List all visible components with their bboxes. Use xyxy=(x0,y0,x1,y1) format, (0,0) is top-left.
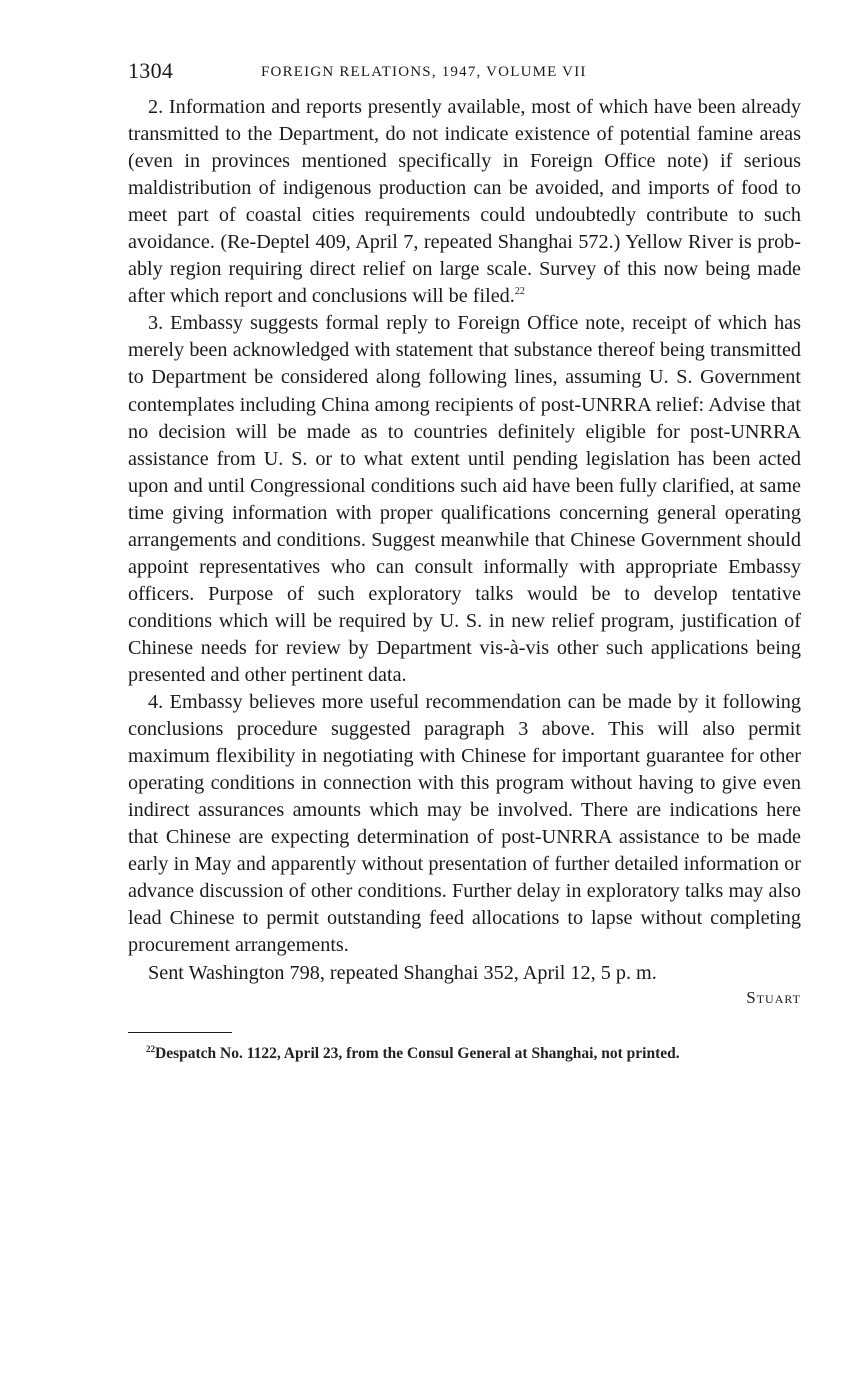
footnote-divider xyxy=(128,1032,232,1033)
sent-line-text: Sent Washington 798, repeated Shanghai 352, April 12, 5 p. m. xyxy=(148,961,657,984)
paragraph-3-text: 3. Embassy suggests formal reply to Foreign Office note, receipt of which has merely been acknowledged with statement that substance thereof being transmitted to Department be considered along following lines, assuming U. S. Government contemplates including China among recipients of post-UNRRA relief: Advise that no decision will be made as to countries definitely eligible for post-UNRRA assistance from U. S. or to what extent until pending legislation has been acted upon and until Congressional conditions such aid have been fully clarified, at same time giving information with proper qualifications concerning general operating arrangements and conditions. Suggest meanwhile that Chinese Government should appoint representatives who can consult informally with appropriate Embassy officers. Purpose of such exploratory talks would be to develop tentative conditions which will be required by U. S. in new relief program, justification of Chinese needs for review by Department vis-à-vis other such applications being presented and other pertinent data. xyxy=(128,312,801,686)
paragraph-3 xyxy=(128,310,801,689)
footnote-ref-22[interactable]: 22 xyxy=(514,286,525,298)
footnote-number: 22 xyxy=(146,1043,155,1054)
signature: Stuart xyxy=(746,987,801,1007)
paragraph-2-text: 2. Information and reports presently available, most of which have been already transmitted to the Department, do not indicate existence of potential famine areas (even in provinces mentioned specifically in Foreign Office note) if serious maldistribution of indigenous production can be avoided, and imports of food to meet part of coastal cities requirements could undoubtedly contribute to such avoidance. (Re-Deptel 409, April 7, repeated Shanghai 572.) Yellow River is probably region requiring direct relief on large scale. Survey of this now being made after which report and conclusions will be filed. xyxy=(128,96,801,308)
running-title: FOREIGN RELATIONS, 1947, VOLUME VII xyxy=(261,64,587,80)
running-header xyxy=(128,58,801,94)
document-page xyxy=(128,58,801,1063)
sent-line xyxy=(128,960,801,987)
paragraph-4 xyxy=(128,689,801,959)
body-text xyxy=(128,94,801,987)
page-number: 1304 xyxy=(128,58,174,83)
paragraph-4-text: 4. Embassy believes more useful recommendation can be made by it following conclusions procedure suggested paragraph 3 above. This will also permit maximum flexibility in negotiating with Chinese for important guarantee for other operating conditions in connection with this program without having to give even indirect assurances amounts which may be involved. There are indications here that Chinese are expecting determination of post-UNRRA assistance to be made early in May and apparently without presentation of further detailed information or advance discussion of other conditions. Further delay in exploratory talks may also lead Chinese to permit outstanding feed allocations to lapse without completing procurement arrangements. xyxy=(128,691,801,957)
footnote-text: Despatch No. 1122, April 23, from the Consul General at Shanghai, not printed. xyxy=(155,1044,680,1062)
paragraph-2 xyxy=(128,94,801,310)
footnote xyxy=(128,1045,801,1063)
